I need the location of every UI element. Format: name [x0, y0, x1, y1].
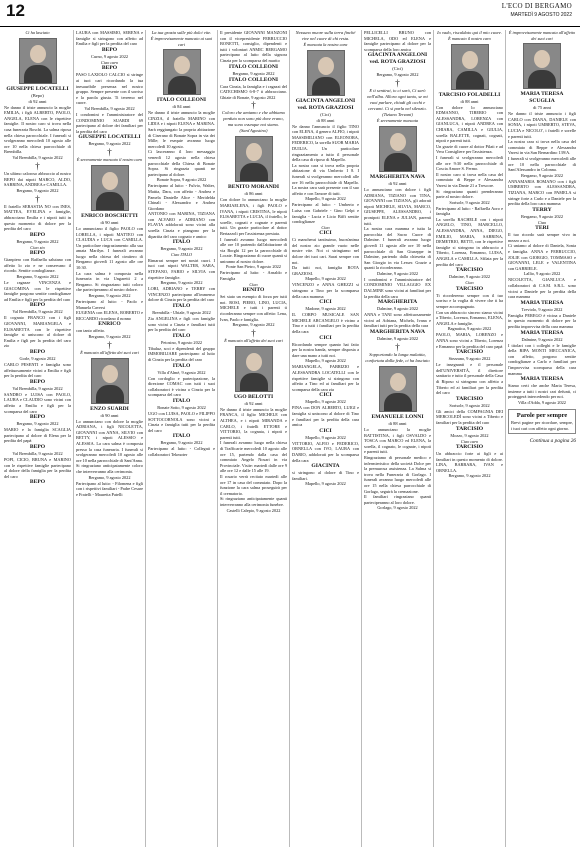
notice-text: La cara salma è composta nella funeraria in via Ungaretti 2 a Bergamo. Si ringraziano tutti coloro che parteciperanno al nostro dolore.	[76, 270, 143, 293]
notice-text: Partecipano al lutto: - Raffaella Aoro e famiglia	[436, 205, 503, 217]
deceased-name: UGO BELOTTI	[233, 393, 274, 400]
notice-text: POPI, CICIO, BRUNA e MARINO con le rispettive famiglie partecipano al dolore della famiglia per la perdita del caro	[4, 456, 71, 479]
column-5	[290, 30, 362, 847]
deceased-name: TARCISIO	[455, 425, 484, 432]
column-1	[2, 30, 74, 847]
notice-text: Gianpiero con Raffaella salutano con affetto lo zio e ne conservano il ricordo. Sentite condoglianze.	[4, 257, 71, 274]
deceased-name: BENITO MORANDI	[227, 184, 280, 191]
notice-text: Partecipano al lutto: - Arnaldo e Famiglia	[220, 270, 287, 282]
deceased-name: ITALO COLLEONI	[228, 76, 279, 83]
place-date: Dalmine, 9 agosto 2022	[521, 336, 563, 342]
notice-text: Ricordando sempre quanto hai fatto per la nostra banda, sempre disposta a dare una mano a tutti noi.	[292, 341, 359, 358]
deceased-name: BEPO	[101, 65, 118, 72]
deceased-name: CICI	[319, 427, 332, 434]
notice-text: Con un abbraccio sincero siamo vicini a Tiberio, Lorenza, Ermanno, ELENA, ANGELA e famiglie.	[436, 309, 503, 326]
deceased-name: BEPO	[29, 479, 46, 486]
place-date: Bergamo, 9 agosto 2022	[160, 280, 203, 286]
deceased-name: MARGHERITA NAVA	[369, 173, 426, 180]
portrait-photo	[91, 358, 129, 404]
deceased-name: GIUSEPPE LOCATELLI	[6, 85, 69, 92]
notice-text: con tanto affetto.	[76, 328, 106, 334]
notice-heading: Ciao	[249, 281, 258, 287]
place-date: Petosino, 9 agosto 2022	[160, 339, 203, 345]
deceased-name: CICI	[319, 334, 332, 341]
deceased-name: MARGHERITA	[377, 299, 418, 306]
notice-text: Si ringraziano quanti prenderanno parte al nostro dolore.	[436, 188, 503, 200]
deceased-name: MARGHERITA NAVA	[369, 329, 426, 336]
deceased-name: GIACINTA ANGELONI ved. ROTA GRAZIOSI	[295, 97, 356, 111]
notice-text: si stringono al dolore di Tino e familiari.	[292, 470, 359, 481]
notice-heading: È mancato all'affetto dei suoi cari	[224, 338, 283, 344]
notice-heading: È improvvisamente mancato ai suoi cari	[150, 36, 213, 47]
notice-text: Ci mancherai tantissimo, buon'anima del nostro zio grande vuoto nelle nostre vite. Noi ci stringiamo nel dolore dei tuoi cari. Sarai sempre con noi.	[292, 237, 359, 265]
deceased-name: ITALO	[172, 332, 191, 339]
deceased-name: GIACINTA	[311, 463, 340, 470]
deceased-name: ENZO SUARDI	[90, 405, 129, 412]
notice-heading: È mancato all'affetto dei suoi cari	[80, 350, 139, 355]
place-date: Bergamo, 9 agosto 2022	[160, 440, 203, 446]
name-detail: di 92 anni	[388, 180, 407, 186]
notice-text: Famiglia PEREGO è vicina a Daniele in questo momento di dolore per la perdita improvvisa della cara mamma	[508, 312, 576, 329]
deceased-name: BEPO	[29, 231, 46, 238]
deceased-name: ITALO	[172, 362, 191, 369]
notice-text: Il nostro caro si trova nella casa del commiato di Beppe e Alessandra Varesi in via Dante 21 a Trescore.	[436, 171, 503, 188]
notice-text: Un grazie di cuore al dottor Pilati e ad Vera Consigliere per l'assistenza.	[436, 143, 503, 155]
notice-text: ANNA e TANI sono affettuosamente vicini ad Adriana, Michela, Ivana e familiari tutti per la perdita della cara	[364, 312, 431, 329]
deceased-name: BEPO	[29, 414, 46, 421]
notice-text: La nostra cara si trova nella casa del commiato di Beppe e Alessandra Varesi in via San Bernardino 139/A.	[508, 139, 576, 156]
deceased-name: TARCISIO	[455, 444, 484, 451]
place-date: Bergamo, 9 agosto 2022	[160, 246, 203, 252]
name-detail: (Bepo)	[31, 92, 44, 98]
notice-text: I condomini e l'amministratore del CONDOMINIO VILLAGGIO EX DALMINE sono vicini ai familiari per la perdita della cara	[364, 276, 431, 299]
place-date: Gorlago, 9 agosto 2022	[377, 505, 418, 511]
notice-heading: È mancato il nostro caro	[448, 36, 491, 41]
notice-heading: Ciao zio	[30, 244, 45, 250]
quote-stanza: Sopportando la lunga malattia, confortata dalla fede, ci ha lasciato	[365, 352, 430, 364]
issue-date: MARTEDÌ 9 AGOSTO 2022	[510, 12, 572, 18]
deceased-name: ENRICO BOSCHETTI	[81, 212, 138, 219]
place-date: Bonate Sopra, 9 agosto 2022	[156, 177, 207, 183]
place-date: Brembilla - Ubiale, 9 agosto 2022	[152, 310, 211, 315]
deceased-name: BEPO	[29, 349, 46, 355]
name-detail: di 84 anni	[172, 104, 191, 110]
cross-icon: †	[251, 328, 256, 339]
place-date: Val Brembilla, 9 agosto 2022	[12, 154, 63, 160]
place-date: Stezzano, 9 agosto 2022	[448, 356, 491, 362]
notice-text: Lo annunciano con dolore la moglie ADRIANA, i figli NICOLETTA, GIOVANNI con ANNA, SILVIO con BETTY, i nipoti ALESSIO e ALESSIA. La cara salma è composta presso la casa funeraria. I funerali si svolgeranno mercoledì 10 agosto alle ore 10 nella parrocchiale di Sant'Anna.	[76, 418, 143, 463]
notice-text: I funerali avranno luogo nella chiesa di Trafficarte mercoledì 10 agosto alle ore 15, partendo dalla casa del commiato Angelo Nosari in via Provinciale. Visite: martedì dalle ore 9 alle ore 12 e dalle 15 alle 19.	[220, 440, 287, 474]
place-date: Bergamo, 9 agosto 2022	[232, 322, 275, 328]
deceased-name: ITALO	[172, 303, 191, 309]
notice-text: PAOLO, MARIA, LORENZO e ANNA sono vicini a Tiberio, Lorenza e Ermanno per la perdita del caro papà	[436, 332, 503, 349]
place-date: Gorle, 9 agosto 2022	[19, 356, 56, 361]
notice-text: VITTORIO, ALFIO e FEDERICO, ORNELLA con IVO, LAURA con DARIO, addolorati per la scomparsa della cara	[292, 440, 359, 463]
continuation-note: Continua a pagina 26	[529, 438, 576, 445]
notice-text: Ne danno il triste annuncio i figli CARLO con DIANA, DANIELE con SONIA, i nipoti UMBERTO, STEVA, LUCIA e NICOLO', i fratelli e sorelle e parenti tutti.	[508, 111, 576, 139]
notice-text: Il tuo ricordo sarà sempre vivo in mezzo a noi.	[508, 232, 576, 243]
column-8	[506, 30, 578, 847]
place-date: Bagnatica, 9 agosto 2022	[447, 326, 492, 332]
notice-text: ANTONIO con MARINA, TIZIANA con ALVARO e ADRIANO con FLAVIA addolorati sono vicini alla sorella Cinzia e piangono per la dipartita del caro cognato e amico	[148, 211, 215, 239]
notice-text: Gli amici della COMPAGNIA DEI MERCOLEDÌ sono vicini a Tiberio e familiari per la perdita del caro	[436, 408, 503, 425]
name-detail: di 90 anni	[100, 412, 119, 418]
deceased-name: TARCISIO	[455, 349, 484, 356]
place-date: Dalmine, 9 agosto 2022	[376, 336, 419, 342]
name-detail: di 88 anni	[460, 98, 479, 104]
deceased-name: BEPO	[29, 302, 46, 309]
deceased-name: MARIA TERESA	[520, 329, 564, 336]
notice-heading: È improvvisamente mancata all'affetto dei suoi cari	[508, 30, 576, 41]
notice-text: Sei stato un esempio di forza per tutti noi. ROSI, PIERO, LINO, LUCIA, MICHELE e tutti i parenti ti ricorderanno sempre con affetto: Lena, Ivan, Paolo e famiglia.	[220, 294, 287, 322]
deceased-name: BEPO	[29, 250, 46, 257]
notice-heading: È serenamente mancata	[376, 118, 419, 124]
place-date: Bergamo, 9 agosto 2022	[16, 187, 59, 193]
notice-heading: Ciao ITALO	[170, 252, 193, 258]
place-date: Lallio, 9 agosto 2022	[523, 271, 561, 277]
place-date: Villa d'Almè, 9 agosto 2022	[157, 369, 206, 375]
cross-icon: †	[107, 340, 112, 350]
notice-text: MARIANGELA, FABRIZIO e ALESSANDRA LOCATELLI con le rispettive famiglie si stringono con affetto a Tino ed ai familiari per la scomparsa della cara zia	[292, 364, 359, 392]
notice-text: Tibaluz, soci e dipendenti del gruppo IMMOBILIARE partecipano al lutto di Cinzia per la perdita del caro	[148, 345, 215, 362]
deceased-name: TERRY	[532, 206, 552, 213]
place-date: Bergamo, 9 agosto 2022	[521, 213, 563, 219]
notice-text: Partecipano al lutto: - Collegati e collaboratori Tekmoter	[148, 446, 215, 457]
notice-text: Ci uniamo al dolore di Daniela, Sonia e famiglia. ANNA e FERRUCCIO, JOLIE con GIORGIO, TOMMASO e GIOVANNI, LELE e VALENTINA con GABRIELE.	[508, 243, 576, 271]
notice-text: NICOLETTA, GIANLUCA e collaboratori di C.S.M. S.R.L. sono vicini a Daniele per la perdita della cara mamma	[508, 277, 576, 300]
place-date: Dalmine, 9 agosto 2022	[376, 270, 419, 276]
notice-text: Partecipano al lutto: - Fulvio, Walter, Mattia, Dara, con affetto - Andrea e Pamela Danielle Alice - Meridelda Chinali - Alessandro e Andrea Giordano	[148, 183, 215, 211]
portrait-photo	[235, 136, 273, 182]
notice-text: Partecipano al lutto: - Umberto e Luisa con Gabriele - Gino Gelpi e famiglia - Lucia e Licio Biffi sentite condoglianze	[292, 202, 359, 225]
notice-text: UGO con LUISA, PAOLO e FILIPPO SOTTOCORNOLA sono vicini a Cinzia e famiglia tutti per la perdita del caro	[148, 410, 215, 433]
notice-text: I funerali si svolgeranno mercoledì alle ore 9:30 nella parrocchiale di Coscia Amore S. Fermo.	[436, 154, 503, 172]
place-date: Val Brembilla, 9 agosto 2022	[12, 385, 63, 391]
cross-icon: †	[395, 342, 400, 353]
cross-icon: †	[107, 147, 112, 158]
deceased-name: CICI	[319, 299, 332, 306]
portrait-photo	[19, 38, 57, 84]
notice-text: Ne danno il triste annuncio la moglie EMILIA, i figli ALBERTO, PAOLO, ANGELA, ELENA con le rispettive famiglie. Il nostro caro si trova nella casa funeraria Boschi. La salma riposa nella chiesa parrocchiale. I funerali si svolgeranno mercoledì 10 agosto alle ore 10 nella chiesa parrocchiale di Brembilla.	[4, 104, 71, 155]
notice-text: Ne danno il triste annuncio la moglie CINZIA, il fratello MARINO con LIDIA e i nipoti ELENA e MARINA. Sarà reggiungato la propria abitazione di Ciserano di Bonate Sopra in via dei Mille; le esequie avranno luogo mercoledì 10 agosto.	[148, 110, 215, 149]
notice-text: Il cognato FRANCO con i figli GIOVANNI, MARIANGELA e ELISABETTA con le rispettive famiglie si uniscono al dolore di Emilia e figli per la perdita del caro zio	[4, 315, 71, 349]
place-date: Dalmine, 9 agosto 2022	[448, 274, 491, 280]
notice-text: Il presidente GIOVANNI MANZONI con il vicepresidente FERRUCCIO BONETTI, consiglio, dipendenti e tutti i volontari ANMIC BERGAMO partecipano al lutto della signora Cinzia per la scomparsa del marito	[220, 30, 287, 63]
promo-box-title: Parole per sempre	[516, 411, 568, 419]
deceased-name: TERI	[535, 225, 549, 232]
place-date: Val Brembilla, 9 agosto 2022	[12, 309, 63, 315]
notice-text: Il fratello SEBASTIA NO con INES, MATTEA, EVELINA e famiglie, abbracciano Emilia e i nipoti tutti in questo momento di dolore per la perdita del caro	[4, 203, 71, 232]
notice-text: Le ragazze VINCENZA e GIACOMINA con le rispettive famiglie porgono sentite condoglianze ad Emilia e figli per la perdita del caro	[4, 280, 71, 302]
quote-stanza: E ti sentirai, io ci sarò, Ci sarò nell'alba. Allora ogni tanto, se mi vuoi parlare, chiudi gli occhi e cercami. Ci si parla nel silenzio. (Tiziano Terzani)	[367, 88, 428, 118]
place-date: Mapello, 9 agosto 2022	[305, 276, 346, 282]
place-date: Bergamo, 9 agosto 2022	[88, 474, 131, 480]
portrait-photo	[379, 126, 417, 172]
notice-text: EUGENIA con ELENA, ROBERTO e RICCARDO ricordano il nonno	[76, 310, 143, 321]
place-date: Ponte San Pietro, 9 agosto 2022	[226, 264, 281, 270]
notice-text: Il familiari ringraziano quanti parteciperanno al loro dolore.	[364, 494, 431, 505]
quote-stanza: Nessuno muore sulla terra finché vive nel cuore di chi resta.	[295, 30, 356, 41]
notice-text: La nostra cara mamma e tutta la parrocchia del Sacro Cuore di Dalmine. I funerali avranno luogo giovedì 11 agosto alle ore 10 nella parrocchiale di San Giuseppe in Dalmine, partendo dalla chiesetta di San Giorgio in via Lesser. Grazie a quanti la ricorderanno.	[364, 226, 431, 271]
notice-text: LAURA con MASSIMO, SERENA e famiglie si stringono con affetto ad Emilia e figli per la perdita del caro	[76, 30, 143, 47]
promo-box-text: Brevi pagine per ricordare, sempre, i tuoi cari con affetto ogni giorno.	[511, 419, 573, 431]
notice-heading: È mancata la nostra cara	[303, 42, 348, 47]
place-date: Bergamo, 9 agosto 2022	[16, 274, 59, 280]
name-detail: di 86 anni	[244, 191, 263, 197]
deceased-name: GIACINTA ANGELONI ved. ROTA GRAZIOSI	[367, 52, 428, 66]
quote-stanza: La tua grazia sulle più dolci vite.	[151, 30, 212, 35]
name-detail: di 92 anni	[244, 400, 263, 406]
notice-text: LORI, ADRIANO e TERRY con VINCENZO partecipano all'immenso dolore di Cinzia per la perdita del caro	[148, 286, 215, 303]
deceased-name: ITALO COLLEONI	[228, 63, 279, 70]
notice-heading: Ciao caro	[460, 438, 479, 444]
place-date: Sorisole, 9 agosto 2022	[449, 199, 490, 205]
deceased-name: BEPO	[101, 46, 118, 53]
notice-text: Il rosario verrà recitato martedì alle ore 17 in casa del commiato. Dopo la funzione la cara salma proseguirà per il crematorio.	[220, 473, 287, 496]
notice-text: I funerali si svolgeranno mercoledì alle ore 10 nella parrocchiale di Sant'Alessandro in Colonna.	[508, 155, 576, 173]
cross-icon: †	[395, 78, 400, 89]
notice-text: PELLICELLI BRUNO con MICHELA, ODO ed ELENA e famiglie partecipano al dolore per la scomparsa della loro amica	[364, 30, 431, 52]
deceased-name: MARIA TERESA SCUGLIA	[520, 91, 564, 105]
notice-text: Ci lasceranno il loro messaggio venerdì 12 agosto nella chiesa parrocchiale della Chiesa di Bonate Sopra. Si ringrazia quanti ne partecipano al dolore.	[148, 149, 215, 177]
name-detail: (Cici)	[392, 66, 403, 72]
place-date: Bergamo, 9 agosto 2022	[88, 293, 131, 299]
place-date: Treviolo, 9 agosto 2022	[521, 306, 563, 312]
name-detail: di 90 anni	[100, 219, 119, 225]
notice-text: Un ultimo caloroso abbraccio al nostro BEPO dai nipoti MARCO, ALDO, SABRINA, ANDREA e CAMILLA.	[4, 170, 71, 188]
portrait-photo	[307, 50, 345, 96]
place-date: Curno, 9 agosto 2022	[91, 53, 128, 59]
place-date: Castelli Calepio, 9 agosto 2022	[226, 507, 281, 513]
notice-text: Rimarrai sempre nei nostri cuori. I tuoi cari nipoti WALTER, SARA, STEFANO, FABIO e SILVIA con rispettive famiglie.	[148, 257, 215, 280]
notice-text: PINA con DON ALBERTO, LUIGI e famiglia si uniscono al dolore di Tino e familiari per la perdita della cara amica	[292, 405, 359, 428]
obituary-columns	[2, 30, 578, 847]
deceased-name: EMANUELE LONNI	[371, 414, 424, 421]
notice-text: Con dolore lo annunciano EDMANNO, TIBERIO con ALESSANDRA, LORENZA con GIANLUCA, i nipoti ANDREA con CHIARA, CAMILLA e GIULIA, sorella BALETTE, cognati, cognati, nipoti e parenti tutti.	[436, 104, 503, 144]
notice-text: Partecipano al lutto: - Filomena e figli con i rispettivi familiari - Padre Cesare e Fratelli - Mauretta Patelli	[76, 480, 143, 497]
notice-text: VINCENZO e ANNA GHEZZI si stringono a Tino per la scomparsa della cara mamma	[292, 282, 359, 299]
place-date: Mapello, 9 agosto 2022	[305, 196, 346, 202]
name-detail: di 88 anni	[316, 117, 335, 123]
place-date: Mapello, 9 agosto 2022	[305, 481, 346, 487]
name-detail: di 88 anni	[388, 421, 407, 427]
notice-text: Partecipano al lutto: - Paolo e Manuela Caversi	[76, 299, 143, 310]
deceased-name: ITALO COLLEONI	[156, 97, 207, 104]
place-date: Bergamo, 9 agosto 2022	[16, 238, 59, 244]
notice-text: I funerali avranno luogo mercoledì alle ore 10 partendo dall'abitazione di via Borghi 12 per la parrocchiale di Locate. Ringraziamo di cuore quanti si uniranno al nostro dolore.	[220, 236, 287, 264]
place-date: Mozzo, 9 agosto 2022	[450, 432, 489, 438]
page-header	[0, 0, 580, 27]
notice-text: IL CORPO MUSICALE SAN MICHELE ARCANGELO è vicino a Tino e a tutti i familiari per la perdita della cara	[292, 312, 359, 334]
notice-text: I condomini e l'amministratore del CONDOMINIO SUARDI 69 partecipano al dolore dei familiari per la perdita del caro	[76, 111, 143, 134]
deceased-name: GIUSEPPE LOCATELLI	[78, 134, 141, 141]
notice-text: Lo annunciano il figlio PAOLO con LORELLA, i nipoti MATTEO con CLAUDIA e LUCA con CAMILLA. Un particolare ringraziamento alla sua amata Marilyn. I funerali avranno luogo nella chiesa del cimitero di Bergamo giovedì 11 agosto alle ore 10:30.	[76, 225, 143, 271]
notice-text: Lo annunciano la moglie BATTISTINA, i figli OSVALDO e TOSCA con MARCO ed ELENA, la sorella, il cognato, le cognate, i nipoti e parenti tutti.	[364, 427, 431, 455]
column-3	[146, 30, 218, 847]
place-date: Dalmine, 9 agosto 2022	[376, 306, 419, 312]
deceased-name: TARCISIO	[455, 285, 484, 292]
notice-text: ANNAMARIA ROMANO con i figli UMBERTO con ALESSANDRA, TIZIANA, MARCO con PAMELA si stringe forte a Carlo e a Daniele per la perdita della loro cara mamma	[508, 178, 576, 207]
place-date: Villa d'Adda, 9 agosto 2022	[518, 399, 566, 405]
notice-heading: Ci ha lasciato	[25, 30, 50, 35]
notice-text: Da tutti noi, famiglia ROTA GRAZIOSI.	[292, 265, 359, 276]
notice-text: Ne danno l'annuncio il figlio TINO con ELENA, il genero ALFIO, i nipoti MASSIMILIANO con ELEONORA, FEDERICO, la sorella SUOR MARIA DUILIA. Un particolare ringraziamento a tutto il personale della casa di riposo di Mapello.	[292, 123, 359, 163]
notice-text: Un abbraccio forte ai figli e ai familiari in questo momento di dolore. LINA, BARBARA, IVAN e ORNELLA.	[436, 451, 503, 473]
notice-heading: Ciao caro	[100, 59, 119, 65]
deceased-name: BENITO	[242, 287, 265, 294]
portrait-photo	[523, 43, 561, 89]
deceased-name: ITALO	[172, 433, 191, 440]
deceased-name: ENRICO	[98, 321, 121, 328]
column-7	[434, 30, 506, 847]
notice-heading: Ciao	[321, 224, 330, 230]
name-detail: di 75 anni	[533, 105, 551, 111]
notice-text: Siamo certi che anche Maria Teresa, insieme a tutti i nostri cari defunti, ci proteggerà intercedendo per noi.	[508, 383, 576, 400]
notice-text: Cara Cinzia, la famiglia e i ragazzi del CATECHISMO 6-8-7 ti abbracciano. Ghiaie di Bonate, 9 agosto 2022	[220, 83, 287, 100]
place-date: Bergamo, 9 agosto 2022	[88, 141, 131, 147]
place-date: Val Brembilla, 9 agosto 2022	[12, 450, 63, 456]
deceased-name: CICI	[319, 230, 332, 237]
place-date: Bergamo, 9 agosto 2022	[88, 334, 131, 339]
place-date: Bergamo, 9 agosto 2022	[376, 72, 419, 78]
portrait-photo	[163, 49, 201, 95]
notice-text: Con cordoglio e partecipazione, la direzione COMAC con tutti i suoi collaboratori è vicina a Cinzia per la scomparsa del caro	[148, 375, 215, 398]
deceased-name: CICI	[319, 392, 332, 399]
notice-text: CARLO PESENTI e famiglia sono affettuosamente vicini a Emilia e figli per la perdita del caro	[4, 362, 71, 379]
notice-text: Si ringraziano anticipatamente quanti interverranno alla cerimonia funebre.	[220, 496, 287, 507]
place-date: Mapello, 9 agosto 2022	[305, 399, 346, 405]
notice-text: Ne danno il triste annuncio la moglie FRANCA, il figlio MICHELE con ALTHEA, e i nipoti MIRANDA e CARLO, i fratelli ETTORE e VITTORIO, la cognata, i nipoti e parenti tutti.	[220, 406, 287, 440]
column-6	[362, 30, 434, 847]
notice-heading: È serenamente mancato il nostro caro	[76, 157, 143, 163]
portrait-photo	[235, 346, 273, 392]
place-date: Mapello, 9 agosto 2022	[305, 358, 346, 364]
portrait-photo	[91, 165, 129, 211]
place-date: Bergamo, 9 agosto 2022	[232, 70, 275, 76]
notice-text: Lo annunciano con dolore i figli ADRIANA, TIZIANO con TINA, GIOVANNI con TIZIANA, gli adorati nipoti MICHELE, SILVIA, MARCO, GIUSEPPE, ALESSANDRO, i pronipoti ELENA e JULIAN, parenti tutti.	[364, 186, 431, 226]
place-date: Bergamo, 9 agosto 2022	[521, 172, 563, 178]
notice-text: La nostra cara si trova nella propria abitazione di via Umberto I 8. I funerali si svolgeranno mercoledì alle ore 16 nella parrocchiale di Mapello. La nostra cara sarà presente con il suo affetto e con l'amore di tutti.	[292, 162, 359, 196]
place-date: Val Brembilla, 9 agosto 2022	[84, 105, 135, 111]
notice-text: I titolari con i colleghi e le famiglie della RIPA MONTI MECCANICA, con affetto, porgono sentite condoglianze a Carlo e familiari per l'improvvisa scomparsa della cara mamma	[508, 342, 576, 376]
place-date: Bonate Sotto, 9 agosto 2022	[157, 404, 206, 410]
notice-text: Con dolore lo annunciano la moglie MARIAELENA, i figli PAOLO e IVANA, i nipoti CRISTINA, le nipoti ELISABETTA e LUCIA, il fratello, le sorelle, cognati e cognate e parenti tutti. Un grazie particolare al dottor Bertazzoli per l'assistenza prestata.	[220, 197, 287, 236]
deceased-name: BEPO	[29, 378, 46, 385]
column-4	[218, 30, 290, 847]
notice-text: MARIO e la famiglia SCAGLIA partecipano al dolore di Elena per la perdita del papà	[4, 427, 71, 444]
deceased-name: ITALO	[172, 239, 191, 246]
place-date: Sorisole, 9 agosto 2022	[449, 402, 490, 408]
deceased-name: TARCISIO FOLADELLI	[438, 91, 501, 98]
notice-text: La sorella RACHELE con i nipoti ANGELO, TINO, MARCELLO, ALESSANDRA, ANNA, DIEGO, EMILIO, MARIA, SABRINA, DEMETRIO, BETTI, con le rispettive famiglie si stringono in abbraccio a Tiberio, Lorenza, Ermanno, LUISA, ANGELA e CAMILLA. Sfilata per la perdita del caro	[436, 216, 503, 267]
notice-text: Zia ANGELINA e figli con famiglie sono vicini a Cinzia e familiari tutti per la perdita del caro	[148, 316, 215, 333]
notice-heading: Ciao	[537, 219, 547, 225]
column-2	[74, 30, 146, 847]
quote-stanza: Io vado, riscaldato qui il mio cuore.	[437, 30, 502, 35]
deceased-name: TARCISIO	[455, 395, 484, 402]
notice-text: Si ringraziano anticipatamente coloro che interverranno alla cerimonia.	[76, 463, 143, 474]
deceased-name: BEPO	[29, 443, 46, 450]
promo-box	[508, 409, 576, 434]
place-date: Madone, 9 agosto 2022	[305, 306, 346, 312]
name-detail: di 92 anni	[28, 98, 47, 104]
cross-icon: †	[35, 160, 40, 171]
place-date: Mapello, 9 agosto 2022	[305, 434, 346, 440]
notice-text: Ti ricorderemo sempre con il tuo sorriso e la voglia di vivere che ti ha sempre accompagnato.	[436, 292, 503, 309]
notice-heading: Ciao	[465, 280, 474, 286]
page-number: 12	[6, 1, 25, 20]
name-detail: (Cici)	[320, 111, 331, 117]
cross-icon: †	[35, 193, 40, 204]
notice-text: SANDRO e LUISA con PAOLO, LAURA e CLAUDIO sono vicini con affetto a Emilia e figli per la scomparsa del caro	[4, 391, 71, 414]
cross-icon: †	[251, 100, 256, 111]
portrait-photo	[451, 44, 489, 90]
notice-text: Ringraziamo di personale medico e infermieristico della società Dolce per la premurosa assistenza. La Salma si trova nella Funeraria di Gorlago. I funerali avranno luogo mercoledì alle ore 15 nella chiesa parrocchiale di Gorlago, seguirà la cremazione.	[364, 455, 431, 494]
notice-text: Le insegnanti e il personale dell'UNIVERSITÀ, il direttore sanitario e tutto il personale della Casa di Riposo si stringono con affetto a Tiberio ed ai familiari per la perdita del caro	[436, 362, 503, 396]
notice-text: PASO LAXIOLO CALCIO si stringe ai tuoi cari ricordando la tua inesauribile presenza nel nostro gruppo. Sempre presente con il sorriso e la parola giusta. Ti terremo nel cuore.	[76, 72, 143, 106]
deceased-name: MARIA TERESA	[520, 376, 564, 383]
portrait-photo	[379, 366, 417, 412]
deceased-name: ITALO	[172, 397, 191, 404]
newspaper-name: L'ECO DI BERGAMO	[501, 2, 572, 10]
place-date: Bergamo, 9 agosto 2022	[16, 421, 59, 427]
place-date: Bergamo, 9 agosto 2022	[448, 473, 491, 479]
deceased-name: MARIA TERESA	[520, 299, 564, 306]
deceased-name: TARCISIO	[455, 267, 484, 274]
quote-stanza: Coloro che amiamo e che abbiamo perduto non sono più dove erano, ma sono ovunque noi siamo. (Sant'Agostino)	[222, 110, 285, 134]
